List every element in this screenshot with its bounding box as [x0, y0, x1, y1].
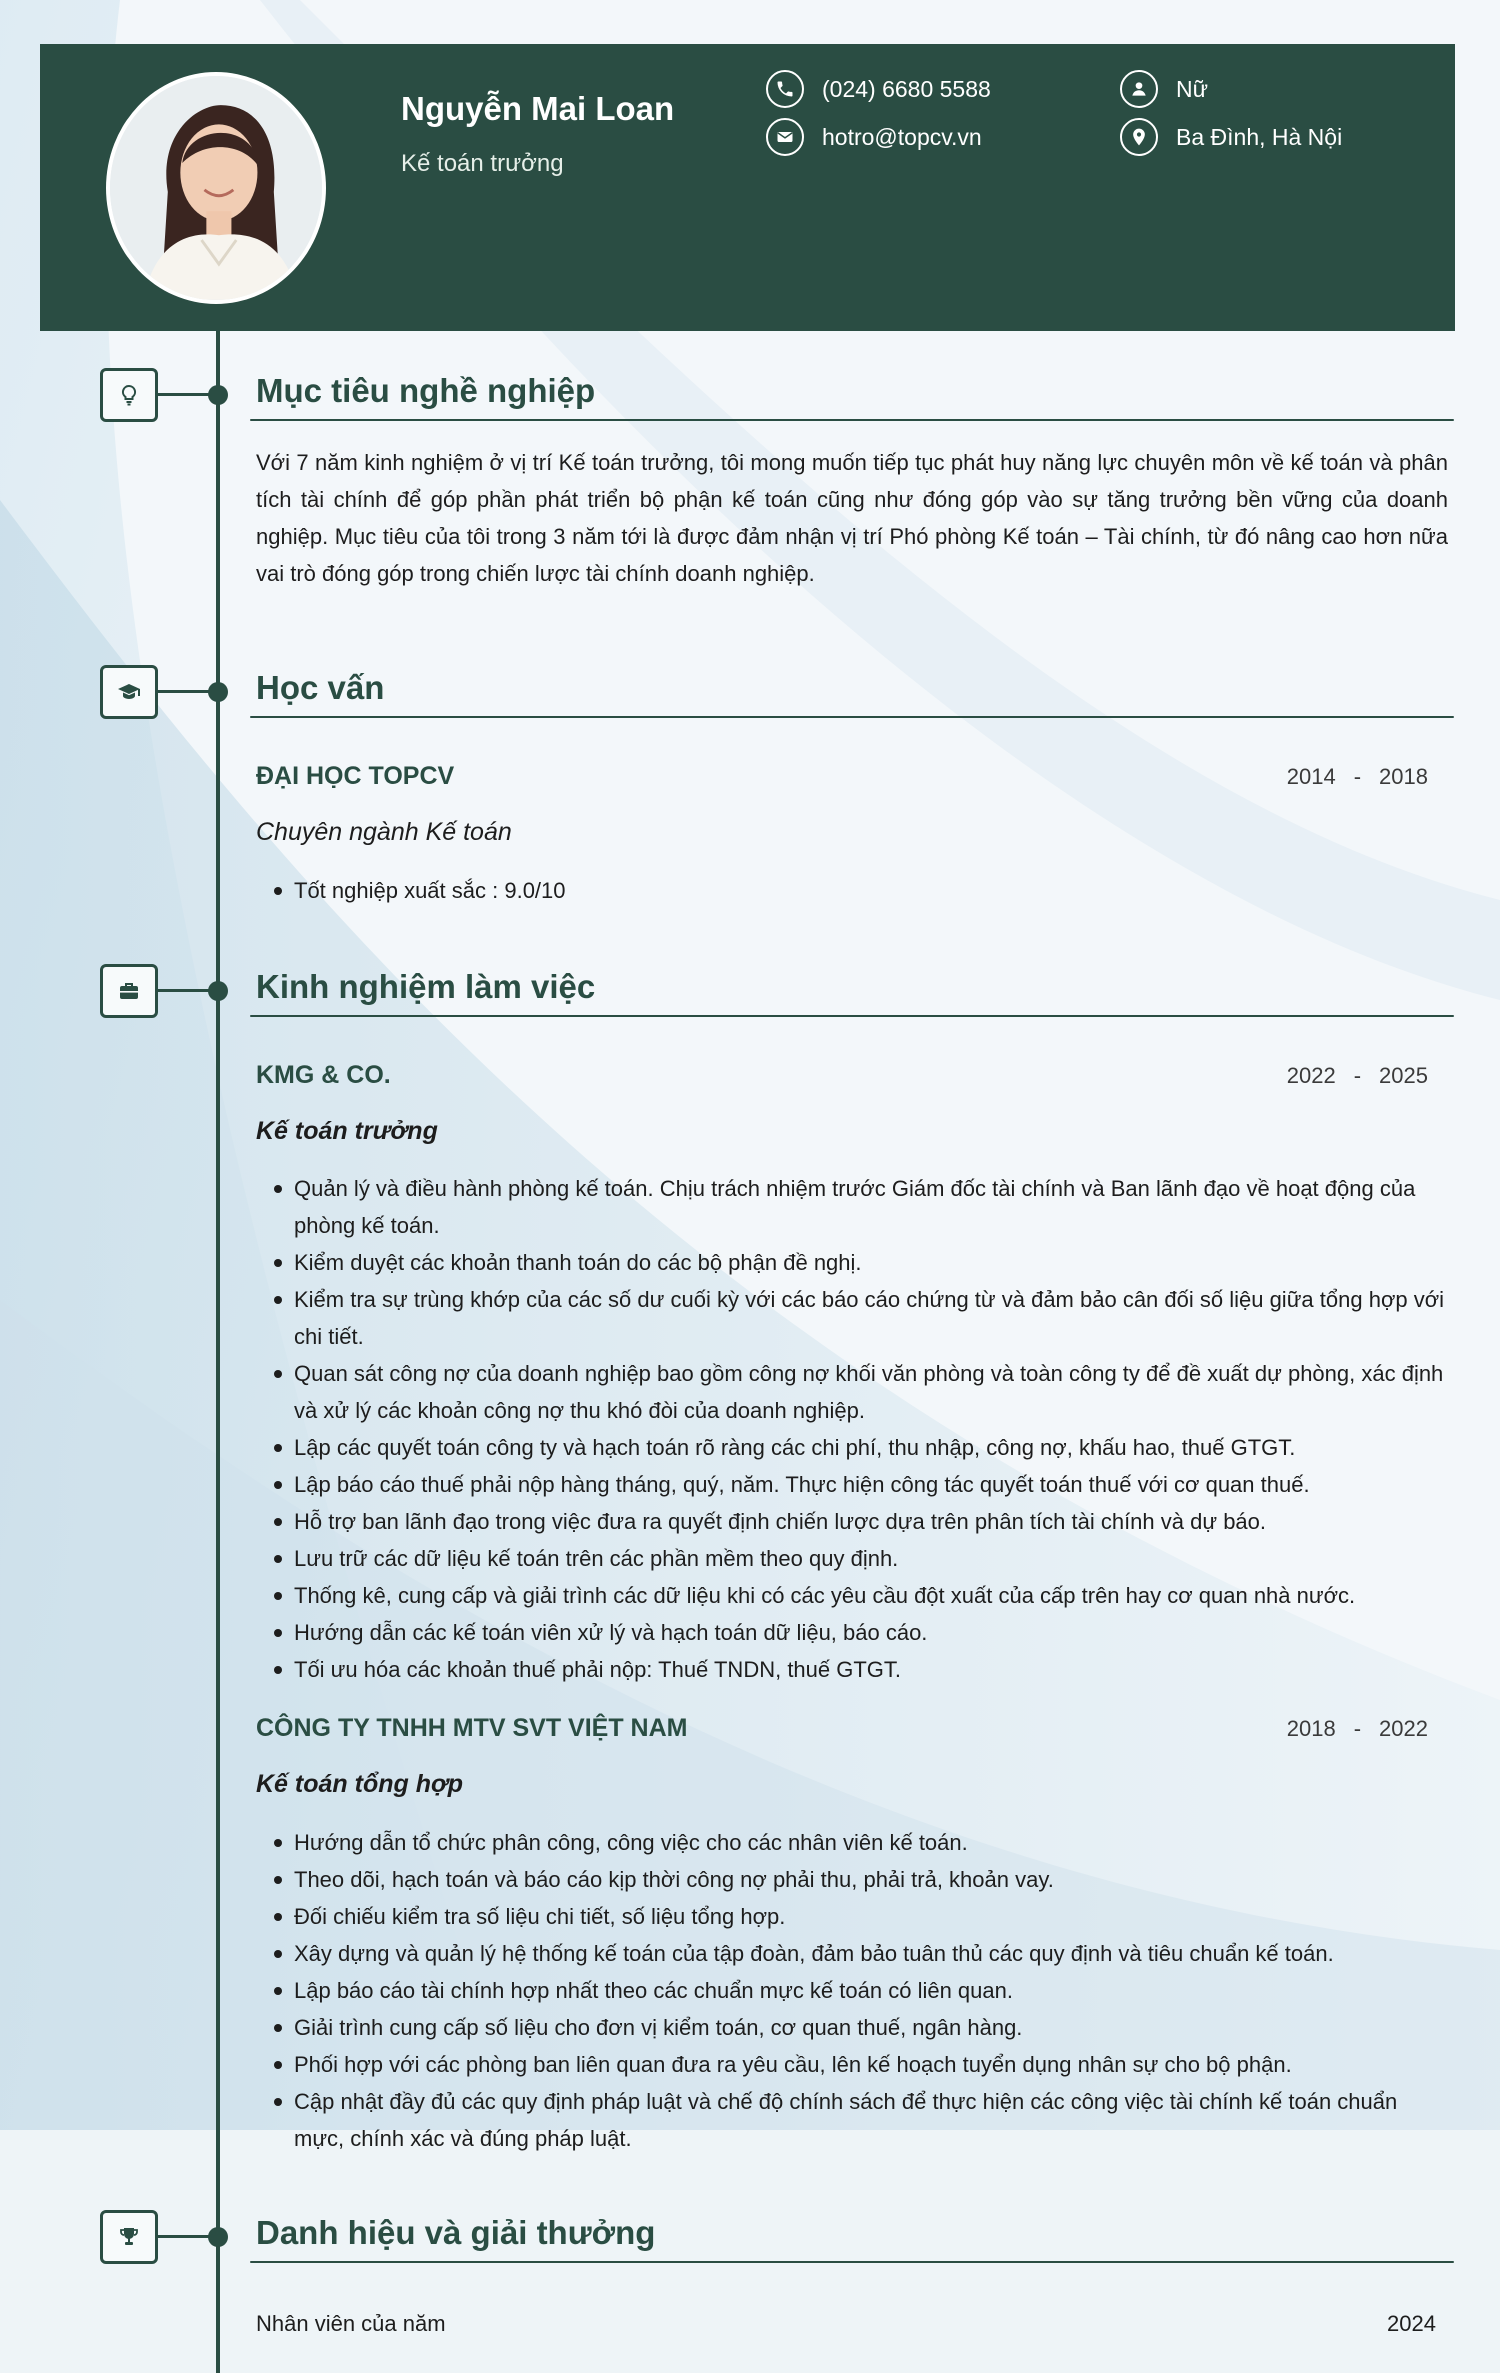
year-end: 2022 — [1379, 1716, 1428, 1741]
year-start: 2014 — [1286, 764, 1336, 789]
trophy-icon — [117, 2225, 141, 2249]
job-years — [1287, 1716, 1428, 1742]
list-item: Theo dõi, hạch toán và báo cáo kịp thời công nợ phải thu, phải trả, khoản vay. — [256, 1861, 1448, 1898]
awards-icon-box — [100, 2210, 158, 2264]
education-school: ĐẠI HỌC TOPCV — [256, 762, 455, 790]
section-divider — [250, 1015, 1454, 1017]
section-divider — [250, 419, 1454, 421]
lightbulb-icon — [117, 383, 141, 407]
location-pin-icon — [1120, 118, 1158, 156]
timeline-dot — [208, 981, 228, 1001]
year-separator: - — [1353, 1063, 1362, 1088]
address-text: Ba Đình, Hà Nội — [1176, 123, 1343, 150]
job-company: KMG & CO. — [256, 1061, 391, 1089]
job-years — [1287, 1063, 1428, 1089]
timeline-dot — [208, 2227, 228, 2247]
list-item: Lập các quyết toán công ty và hạch toán rõ ràng các chi phí, thu nhập, công nợ, khấu hao, thuế GTGT. — [256, 1429, 1448, 1466]
education-major: Chuyên ngành Kế toán — [256, 818, 512, 846]
list-item: Cập nhật đầy đủ các quy định pháp luật và chế độ chính sách để thực hiện các công việc tài chính kế toán chuẩn mực, chính xác và đúng pháp luật. — [256, 2083, 1448, 2157]
section-divider — [250, 2261, 1454, 2263]
contact-address — [1120, 118, 1342, 156]
year-end: 2018 — [1379, 764, 1428, 789]
contact-gender — [1120, 70, 1208, 108]
year-separator: - — [1353, 764, 1362, 789]
section-title-education: Học vấn — [256, 669, 385, 706]
education-years — [1287, 764, 1428, 790]
email-icon — [766, 118, 804, 156]
list-item: Quản lý và điều hành phòng kế toán. Chịu trách nhiệm trước Giám đốc tài chính và Ban lãnh đạo về hoạt động của phòng kế toán. — [256, 1170, 1448, 1244]
list-item: Lập báo cáo thuế phải nộp hàng tháng, quý, năm. Thực hiện công tác quyết toán thuế với cơ quan thuế. — [256, 1466, 1448, 1503]
user-icon — [1120, 70, 1158, 108]
candidate-role: Kế toán trưởng — [401, 150, 564, 177]
list-item: Đối chiếu kiểm tra số liệu chi tiết, số liệu tổng hợp. — [256, 1898, 1448, 1935]
graduation-cap-icon — [117, 680, 141, 704]
education-icon-box — [100, 665, 158, 719]
contact-phone — [766, 70, 991, 108]
avatar — [106, 72, 326, 304]
job-position: Kế toán trưởng — [256, 1117, 438, 1145]
year-start: 2018 — [1286, 1716, 1336, 1741]
list-item: Kiểm tra sự trùng khớp của các số dư cuối kỳ với các báo cáo chứng từ và đảm bảo cân đối số liệu giữa tổng hợp với chi tiết. — [256, 1281, 1448, 1355]
list-item: Tối ưu hóa các khoản thuế phải nộp: Thuế TNDN, thuế GTGT. — [256, 1651, 1448, 1688]
year-separator: - — [1353, 1716, 1362, 1741]
job-tasks — [256, 1824, 1448, 2157]
candidate-name: Nguyễn Mai Loan — [401, 90, 675, 127]
briefcase-icon — [117, 979, 141, 1003]
list-item: Hỗ trợ ban lãnh đạo trong việc đưa ra quyết định chiến lược dựa trên phân tích tài chính và dự báo. — [256, 1503, 1448, 1540]
timeline-line — [216, 331, 220, 2373]
list-item: Quan sát công nợ của doanh nghiệp bao gồm công nợ khối văn phòng và toàn công ty để đề xuất dự phòng, xác định và xử lý các khoản công nợ thu khó đòi của doanh nghiệp. — [256, 1355, 1448, 1429]
list-item: Thống kê, cung cấp và giải trình các dữ liệu khi có các yêu cầu đột xuất của cấp trên hay cơ quan nhà nước. — [256, 1577, 1448, 1614]
list-item: Giải trình cung cấp số liệu cho đơn vị kiểm toán, cơ quan thuế, ngân hàng. — [256, 2009, 1448, 2046]
list-item: Hướng dẫn tổ chức phân công, công việc cho các nhân viên kế toán. — [256, 1824, 1448, 1861]
timeline-dot — [208, 682, 228, 702]
list-item: Tốt nghiệp xuất sắc : 9.0/10 — [256, 872, 1448, 909]
year-end: 2025 — [1379, 1063, 1428, 1088]
section-divider — [250, 716, 1454, 718]
phone-text: (024) 6680 5588 — [822, 75, 991, 102]
award-year: 2024 — [1387, 2311, 1436, 2336]
objective-text: Với 7 năm kinh nghiệm ở vị trí Kế toán trưởng, tôi mong muốn tiếp tục phát huy năng lực chuyên môn về kế toán và phân tích tài chính để góp phần phát triển bộ phận kế toán cũng như đóng góp vào sự tăng trưởng bền vững của doanh nghiệp. Mục tiêu của tôi trong 3 năm tới là được đảm nhận vị trí Phó phòng Kế toán – Tài chính, từ đó nâng cao hơn nữa vai trò đóng góp trong chiến lược tài chính doanh nghiệp. — [256, 450, 1448, 586]
list-item: Lưu trữ các dữ liệu kế toán trên các phần mềm theo quy định. — [256, 1540, 1448, 1577]
phone-icon — [766, 70, 804, 108]
list-item: Kiểm duyệt các khoản thanh toán do các bộ phận đề nghị. — [256, 1244, 1448, 1281]
award-name: Nhân viên của năm — [256, 2311, 446, 2336]
gender-text: Nữ — [1176, 75, 1209, 102]
email-text: hotro@topcv.vn — [822, 123, 982, 150]
section-title-awards: Danh hiệu và giải thưởng — [256, 2214, 656, 2251]
year-start: 2022 — [1286, 1063, 1336, 1088]
objective-icon-box — [100, 368, 158, 422]
experience-icon-box — [100, 964, 158, 1018]
section-title-objective: Mục tiêu nghề nghiệp — [256, 372, 596, 409]
job-tasks — [256, 1170, 1448, 1688]
contact-email — [766, 118, 982, 156]
list-item: Xây dựng và quản lý hệ thống kế toán của tập đoàn, đảm bảo tuân thủ các quy định và tiêu chuẩn kế toán. — [256, 1935, 1448, 1972]
job-company: CÔNG TY TNHH MTV SVT VIỆT NAM — [256, 1714, 688, 1742]
education-details — [256, 872, 1448, 909]
timeline-dot — [208, 385, 228, 405]
list-item: Phối hợp với các phòng ban liên quan đưa ra yêu cầu, lên kế hoạch tuyển dụng nhân sự cho bộ phận. — [256, 2046, 1448, 2083]
list-item: Hướng dẫn các kế toán viên xử lý và hạch toán dữ liệu, báo cáo. — [256, 1614, 1448, 1651]
list-item: Lập báo cáo tài chính hợp nhất theo các chuẩn mực kế toán có liên quan. — [256, 1972, 1448, 2009]
job-position: Kế toán tổng hợp — [256, 1770, 464, 1798]
cv-header — [40, 44, 1455, 331]
section-title-experience: Kinh nghiệm làm việc — [256, 968, 596, 1005]
